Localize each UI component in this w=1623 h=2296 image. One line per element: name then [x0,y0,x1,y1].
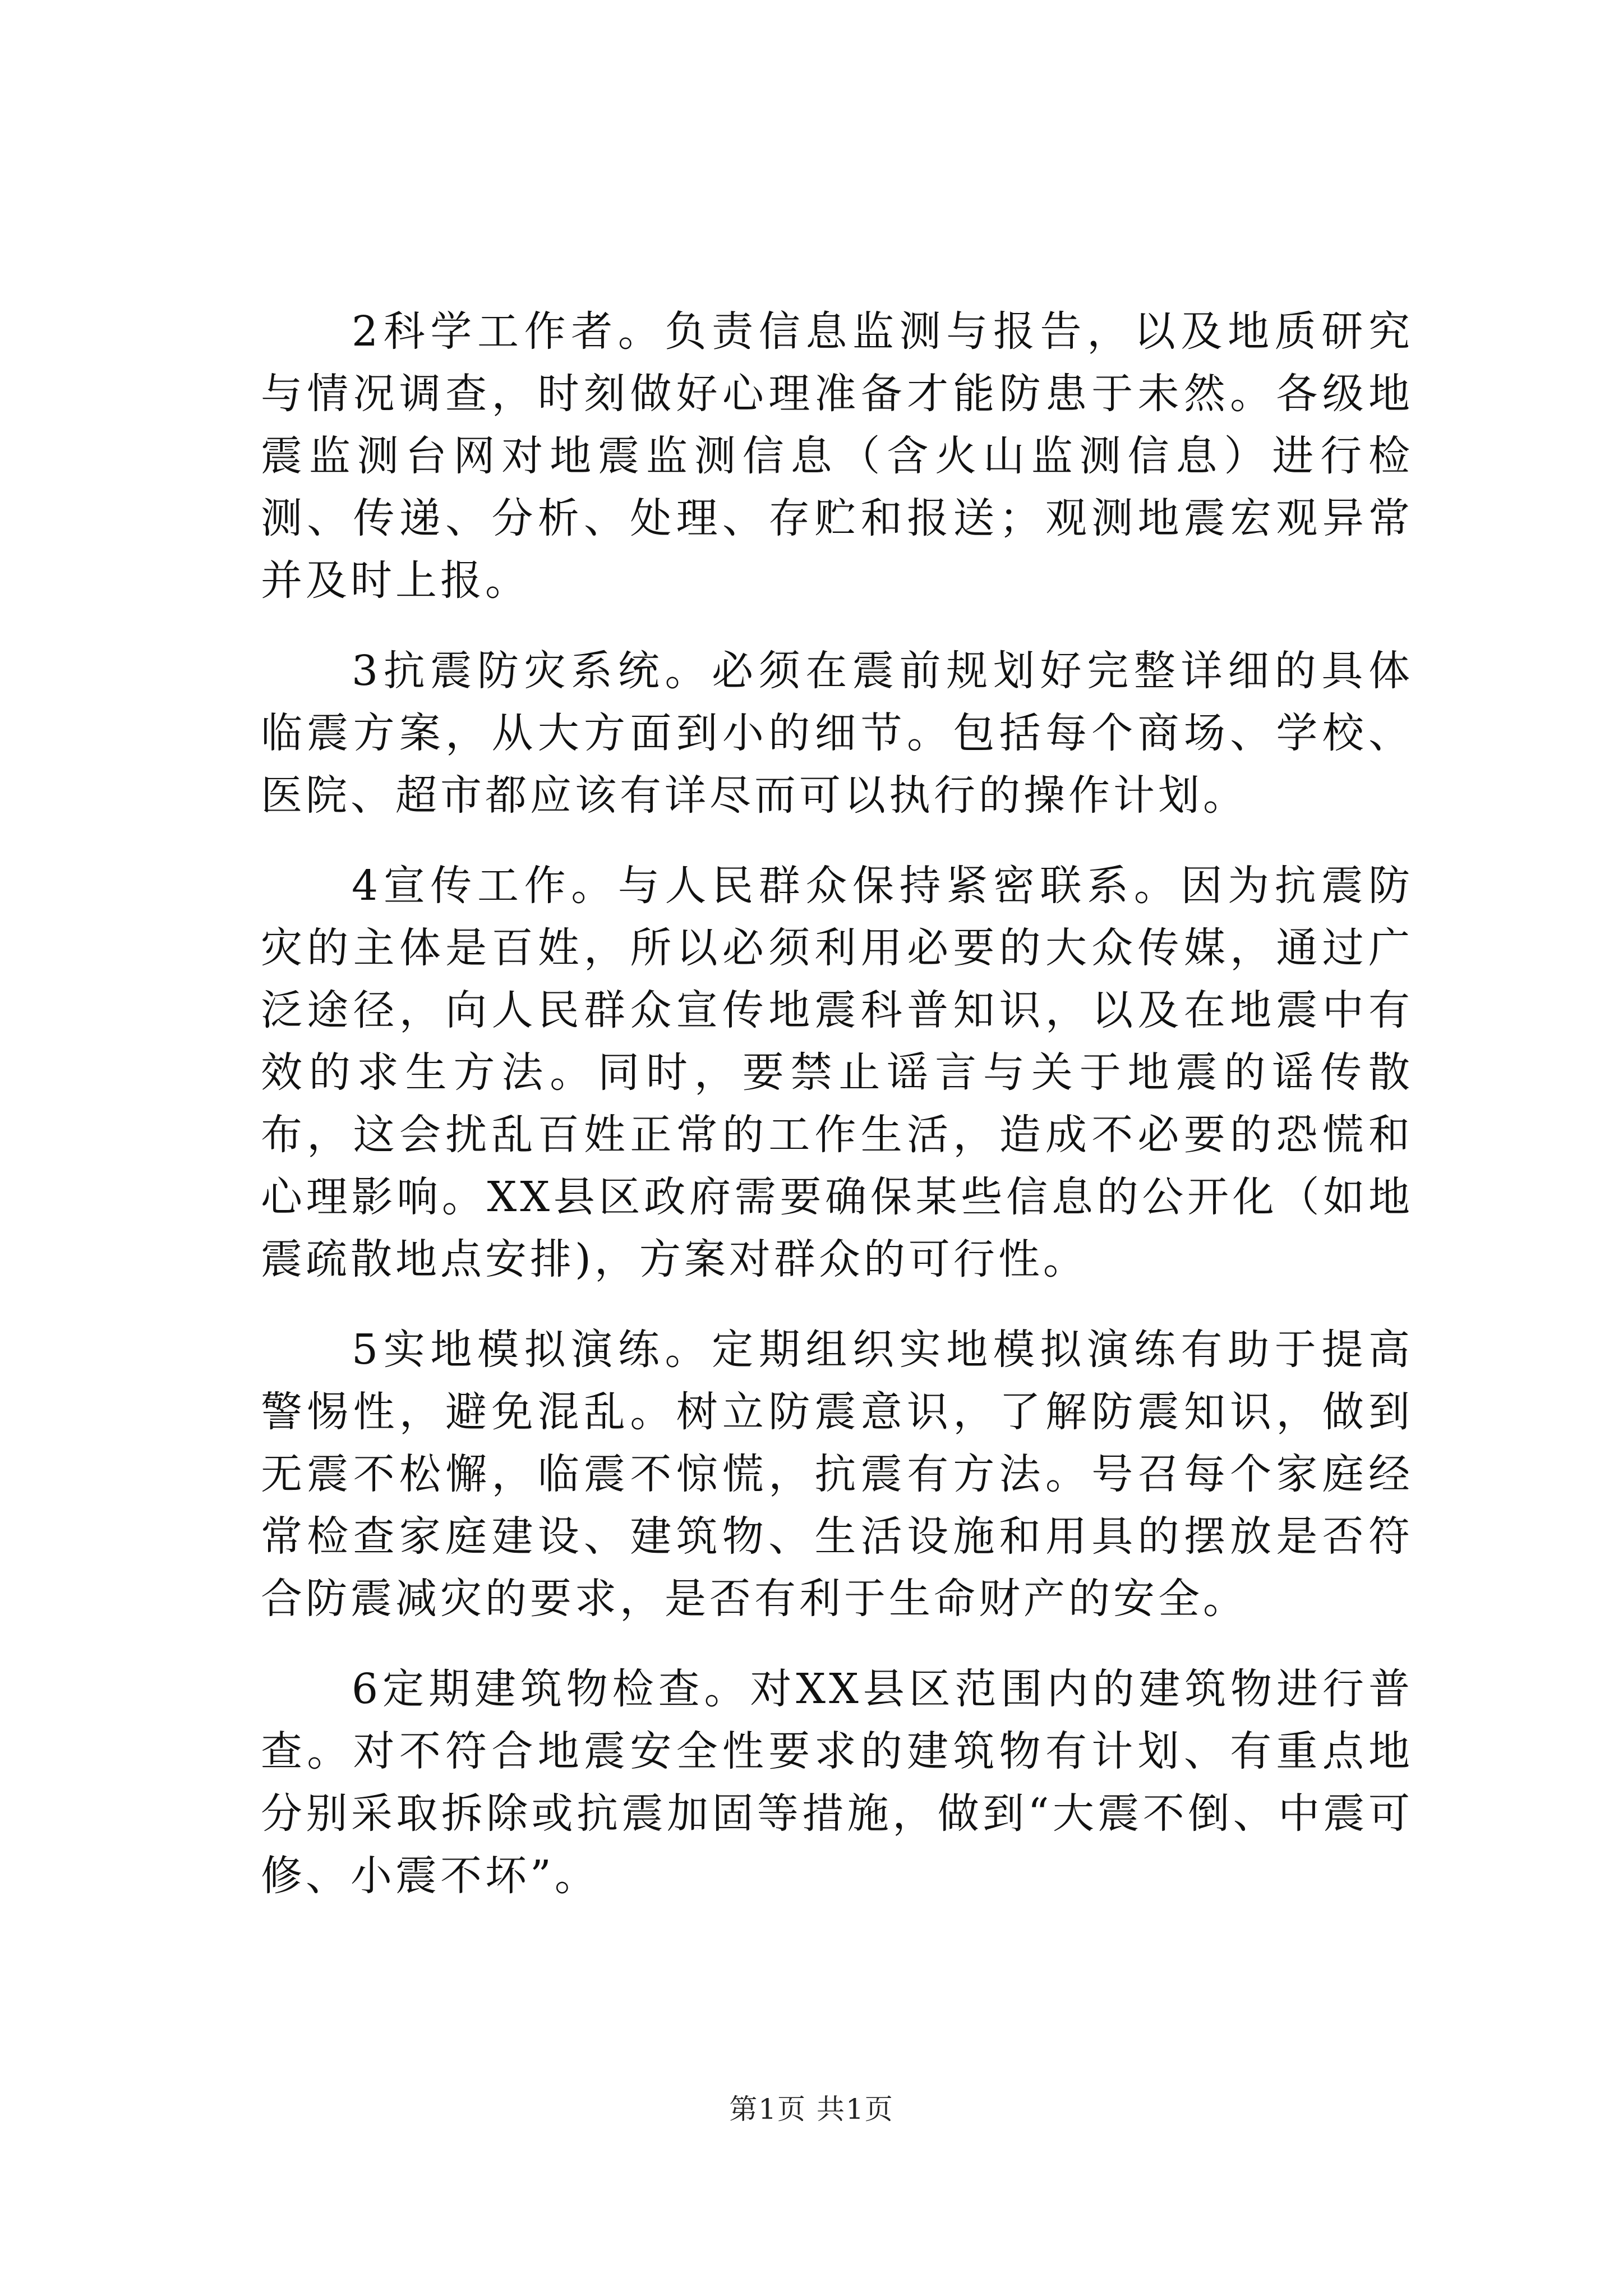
paragraph-scientists: 2科学工作者。负责信息监测与报告，以及地质研究与情况调查，时刻做好心理准备才能防患于未然。各级地震监测台网对地震监测信息（含火山监测信息）进行检测、传递、分析、处理、存贮和报送；观测地震宏观异常并及时上报。 [261,307,1413,605]
page-number-footer: 第1页 共1页 [729,2093,894,2125]
paragraph-publicity-work: 4宣传工作。与人民群众保持紧密联系。因为抗震防灾的主体是百姓，所以必须利用必要的大众传媒，通过广泛途径，向人民群众宣传地震科普知识，以及在地震中有效的求生方法。同时，要禁止谣言与关于地震的谣传散布，这会扰乱百姓正常的工作生活，造成不必要的恐慌和心理影响。XX县区政府需要确保某些信息的公开化（如地震疏散地点安排)，方案对群众的可行性。 [261,862,1413,1283]
document-body [261,301,1413,1935]
paragraph-disaster-prevention-system: 3抗震防灾系统。必须在震前规划好完整详细的具体临震方案，从大方面到小的细节。包括每个商场、学校、医院、超市都应该有详尽而可以执行的操作计划。 [261,647,1413,820]
paragraph-building-inspection: 6定期建筑物检查。对XX县区范围内的建筑物进行普查。对不符合地震安全性要求的建筑物有计划、有重点地分别采取拆除或抗震加固等措施，做到“大震不倒、中震可修、小震不坏”。 [261,1665,1413,1900]
paragraph-simulation-drills: 5实地模拟演练。定期组织实地模拟演练有助于提高警惕性，避免混乱。树立防震意识，了解防震知识，做到无震不松懈，临震不惊慌，抗震有方法。号召每个家庭经常检查家庭建设、建筑物、生活设施和用具的摆放是否符合防震减灾的要求，是否有利于生命财产的安全。 [261,1326,1413,1623]
